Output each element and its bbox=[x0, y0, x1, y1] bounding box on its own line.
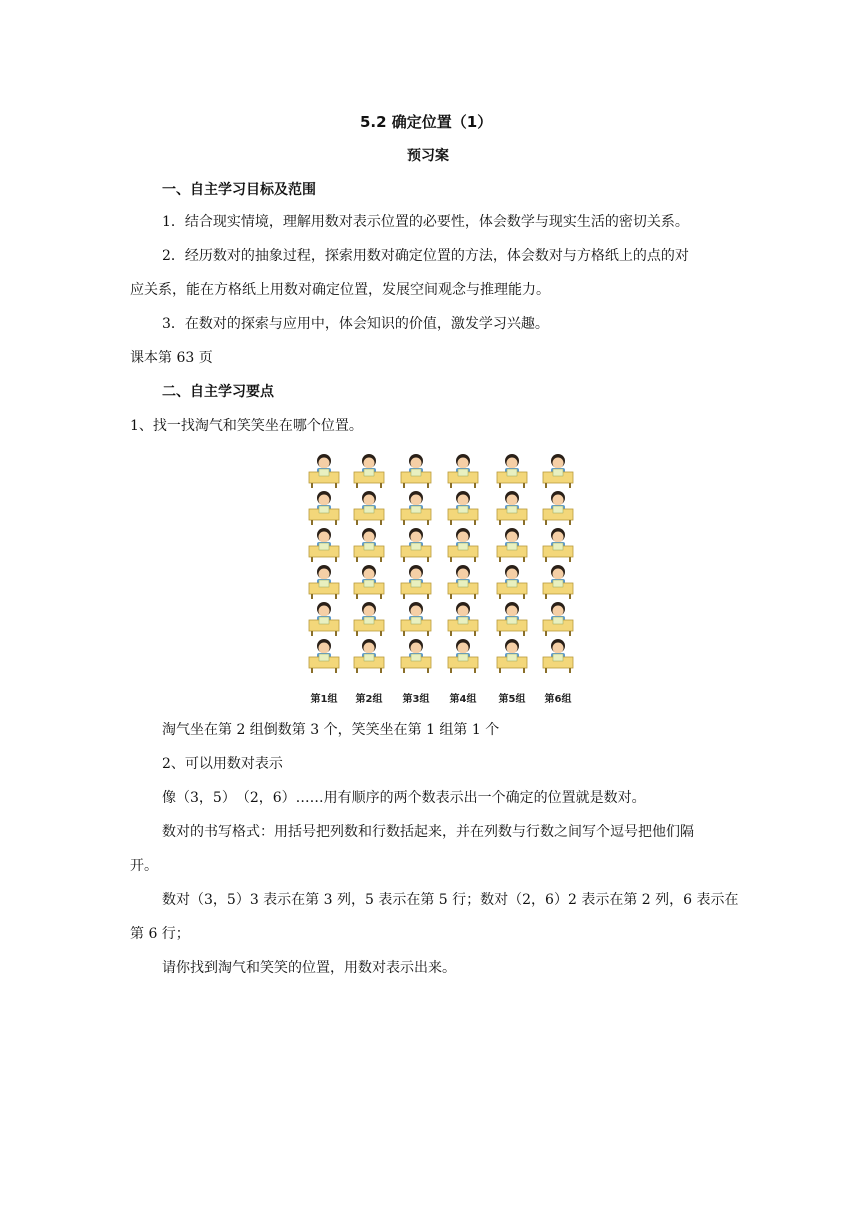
student-face bbox=[319, 458, 330, 469]
student-face bbox=[364, 569, 375, 580]
desk-leg bbox=[474, 594, 476, 599]
book bbox=[458, 654, 468, 661]
desk-leg bbox=[380, 557, 382, 562]
book bbox=[411, 654, 421, 661]
page-subtitle: 预习案 bbox=[407, 148, 449, 164]
student-seat bbox=[497, 602, 527, 636]
desk-leg bbox=[545, 594, 547, 599]
desk-leg bbox=[335, 520, 337, 525]
book bbox=[507, 654, 517, 661]
book bbox=[553, 580, 563, 587]
desk-leg bbox=[499, 631, 501, 636]
question-1: 1、找一找淘气和笑笑坐在哪个位置。 bbox=[130, 418, 363, 434]
desk-leg bbox=[356, 594, 358, 599]
book bbox=[364, 617, 374, 624]
desk-leg bbox=[499, 557, 501, 562]
student-seat bbox=[401, 491, 431, 525]
desk-leg bbox=[523, 520, 525, 525]
student-seat bbox=[543, 528, 573, 562]
book bbox=[553, 617, 563, 624]
desk-leg bbox=[499, 594, 501, 599]
student-face bbox=[458, 495, 469, 506]
student-seat bbox=[309, 491, 339, 525]
student-face bbox=[411, 569, 422, 580]
book bbox=[411, 580, 421, 587]
student-face bbox=[458, 643, 469, 654]
page-title: 5.2 确定位置（1） bbox=[360, 113, 493, 131]
student-face bbox=[458, 458, 469, 469]
desk-leg bbox=[569, 631, 571, 636]
example-line-cont: 第 6 行； bbox=[130, 926, 190, 942]
desk-leg bbox=[474, 557, 476, 562]
desk-leg bbox=[335, 557, 337, 562]
desk-leg bbox=[499, 483, 501, 488]
student-seat bbox=[309, 565, 339, 599]
desk-leg bbox=[545, 557, 547, 562]
book bbox=[507, 580, 517, 587]
student-seat bbox=[309, 454, 339, 488]
student-face bbox=[507, 495, 518, 506]
book bbox=[411, 506, 421, 513]
student-face bbox=[553, 643, 564, 654]
desk-leg bbox=[474, 483, 476, 488]
desk-leg bbox=[403, 520, 405, 525]
desk-leg bbox=[569, 557, 571, 562]
desk-leg bbox=[474, 668, 476, 673]
desk-leg bbox=[569, 483, 571, 488]
book bbox=[319, 543, 329, 550]
book bbox=[319, 506, 329, 513]
desk-leg bbox=[499, 520, 501, 525]
student-seat bbox=[448, 639, 478, 673]
book bbox=[507, 506, 517, 513]
book bbox=[319, 580, 329, 587]
desk-leg bbox=[450, 483, 452, 488]
objective-3: 3．在数对的探索与应用中，体会知识的价值，激发学习兴趣。 bbox=[162, 316, 549, 332]
book bbox=[458, 469, 468, 476]
book bbox=[553, 543, 563, 550]
desk-leg bbox=[450, 520, 452, 525]
desk-leg bbox=[356, 557, 358, 562]
desk-leg bbox=[545, 483, 547, 488]
desk-leg bbox=[356, 520, 358, 525]
student-seat bbox=[309, 639, 339, 673]
desk-leg bbox=[427, 668, 429, 673]
student-face bbox=[553, 532, 564, 543]
student-face bbox=[507, 458, 518, 469]
desk-leg bbox=[569, 594, 571, 599]
student-face bbox=[553, 569, 564, 580]
student-seat bbox=[497, 639, 527, 673]
desk-leg bbox=[427, 631, 429, 636]
book bbox=[319, 654, 329, 661]
textbook-page: 课本第 63 页 bbox=[130, 350, 213, 366]
book bbox=[458, 617, 468, 624]
classroom-seating-figure bbox=[304, 446, 582, 710]
student-face bbox=[364, 643, 375, 654]
group-label: 第4组 bbox=[449, 694, 477, 705]
desk-leg bbox=[569, 668, 571, 673]
student-seat bbox=[309, 602, 339, 636]
desk-leg bbox=[335, 594, 337, 599]
book bbox=[411, 617, 421, 624]
desk-leg bbox=[356, 483, 358, 488]
student-seat bbox=[448, 528, 478, 562]
desk-leg bbox=[311, 483, 313, 488]
desk-leg bbox=[380, 631, 382, 636]
section1-heading: 一、自主学习目标及范围 bbox=[162, 182, 316, 198]
student-face bbox=[319, 495, 330, 506]
book bbox=[411, 543, 421, 550]
student-face bbox=[553, 606, 564, 617]
student-seat bbox=[497, 491, 527, 525]
book bbox=[507, 617, 517, 624]
book bbox=[364, 580, 374, 587]
book bbox=[553, 506, 563, 513]
desk-leg bbox=[427, 520, 429, 525]
student-face bbox=[507, 532, 518, 543]
desk-leg bbox=[335, 631, 337, 636]
book bbox=[364, 469, 374, 476]
student-seat bbox=[401, 528, 431, 562]
book bbox=[411, 469, 421, 476]
task-line: 请你找到淘气和笑笑的位置，用数对表示出来。 bbox=[162, 960, 456, 976]
group-label: 第1组 bbox=[310, 694, 338, 705]
book bbox=[507, 469, 517, 476]
student-seat bbox=[401, 639, 431, 673]
student-face bbox=[319, 606, 330, 617]
student-seat bbox=[543, 565, 573, 599]
desk-leg bbox=[335, 668, 337, 673]
book bbox=[319, 617, 329, 624]
group-label: 第3组 bbox=[402, 694, 430, 705]
desk-leg bbox=[403, 483, 405, 488]
student-face bbox=[553, 458, 564, 469]
desk-leg bbox=[545, 668, 547, 673]
desk-leg bbox=[403, 594, 405, 599]
student-seat bbox=[497, 454, 527, 488]
desk-leg bbox=[403, 668, 405, 673]
format-line-cont: 开。 bbox=[130, 858, 158, 874]
answer-text: 淘气坐在第 2 组倒数第 3 个，笑笑坐在第 1 组第 1 个 bbox=[162, 722, 500, 738]
book bbox=[553, 469, 563, 476]
desk-leg bbox=[427, 557, 429, 562]
student-seat bbox=[448, 454, 478, 488]
desk-leg bbox=[499, 668, 501, 673]
desk-leg bbox=[356, 668, 358, 673]
book bbox=[364, 543, 374, 550]
book bbox=[364, 654, 374, 661]
student-face bbox=[411, 532, 422, 543]
student-seat bbox=[401, 454, 431, 488]
desk-leg bbox=[311, 668, 313, 673]
student-face bbox=[458, 606, 469, 617]
student-face bbox=[364, 532, 375, 543]
section2-heading: 二、自主学习要点 bbox=[162, 384, 274, 400]
book bbox=[507, 543, 517, 550]
book bbox=[553, 654, 563, 661]
student-seat bbox=[354, 565, 384, 599]
student-face bbox=[507, 643, 518, 654]
student-face bbox=[507, 606, 518, 617]
student-seat bbox=[401, 565, 431, 599]
student-seat bbox=[448, 602, 478, 636]
format-line: 数对的书写格式：用括号把列数和行数括起来，并在列数与行数之间写个逗号把他们隔 bbox=[162, 824, 694, 840]
desk-leg bbox=[450, 631, 452, 636]
book bbox=[458, 506, 468, 513]
desk-leg bbox=[523, 631, 525, 636]
student-face bbox=[319, 569, 330, 580]
question-2: 2、可以用数对表示 bbox=[162, 756, 283, 772]
desk-leg bbox=[523, 483, 525, 488]
student-face bbox=[364, 495, 375, 506]
desk-leg bbox=[545, 631, 547, 636]
desk-leg bbox=[427, 594, 429, 599]
desk-leg bbox=[450, 594, 452, 599]
desk-leg bbox=[335, 483, 337, 488]
desk-leg bbox=[474, 631, 476, 636]
student-face bbox=[553, 495, 564, 506]
desk-leg bbox=[569, 520, 571, 525]
desk-leg bbox=[380, 668, 382, 673]
book bbox=[319, 469, 329, 476]
student-seat bbox=[448, 565, 478, 599]
student-face bbox=[411, 643, 422, 654]
student-face bbox=[411, 495, 422, 506]
student-face bbox=[319, 643, 330, 654]
desk-leg bbox=[523, 668, 525, 673]
desk-leg bbox=[311, 520, 313, 525]
desk-leg bbox=[450, 668, 452, 673]
desk-leg bbox=[356, 631, 358, 636]
group-label: 第6组 bbox=[544, 694, 572, 705]
example-line: 数对（3，5）3 表示在第 3 列，5 表示在第 5 行；数对（2，6）2 表示在第 2 列，6 表示在 bbox=[162, 892, 739, 908]
book bbox=[458, 580, 468, 587]
desk-leg bbox=[545, 520, 547, 525]
student-seat bbox=[543, 602, 573, 636]
desk-leg bbox=[311, 631, 313, 636]
desk-leg bbox=[403, 631, 405, 636]
student-seat bbox=[354, 454, 384, 488]
student-seat bbox=[354, 528, 384, 562]
student-seat bbox=[543, 454, 573, 488]
book bbox=[458, 543, 468, 550]
objective-2-cont: 应关系，能在方格纸上用数对确定位置，发展空间观念与推理能力。 bbox=[130, 282, 550, 298]
student-seat bbox=[497, 528, 527, 562]
student-face bbox=[458, 569, 469, 580]
student-seat bbox=[448, 491, 478, 525]
desk-leg bbox=[474, 520, 476, 525]
group-label: 第5组 bbox=[498, 694, 526, 705]
desk-leg bbox=[380, 520, 382, 525]
student-seat bbox=[543, 639, 573, 673]
student-face bbox=[507, 569, 518, 580]
pair-definition: 像（3，5） （2，6）……用有顺序的两个数表示出一个确定的位置就是数对。 bbox=[162, 790, 646, 806]
student-seat bbox=[497, 565, 527, 599]
desk-leg bbox=[427, 483, 429, 488]
desk-leg bbox=[380, 483, 382, 488]
student-face bbox=[411, 606, 422, 617]
student-seat bbox=[309, 528, 339, 562]
student-face bbox=[364, 606, 375, 617]
student-seat bbox=[354, 491, 384, 525]
student-face bbox=[411, 458, 422, 469]
group-label: 第2组 bbox=[355, 694, 383, 705]
student-seat bbox=[354, 639, 384, 673]
book bbox=[364, 506, 374, 513]
objective-1: 1．结合现实情境，理解用数对表示位置的必要性，体会数学与现实生活的密切关系。 bbox=[162, 214, 689, 230]
desk-leg bbox=[311, 557, 313, 562]
desk-leg bbox=[450, 557, 452, 562]
objective-2: 2．经历数对的抽象过程，探索用数对确定位置的方法，体会数对与方格纸上的点的对 bbox=[162, 248, 689, 264]
desk-leg bbox=[523, 594, 525, 599]
desk-leg bbox=[311, 594, 313, 599]
desk-leg bbox=[380, 594, 382, 599]
student-seat bbox=[543, 491, 573, 525]
desk-leg bbox=[523, 557, 525, 562]
student-face bbox=[458, 532, 469, 543]
desk-leg bbox=[403, 557, 405, 562]
student-seat bbox=[401, 602, 431, 636]
student-face bbox=[319, 532, 330, 543]
student-face bbox=[364, 458, 375, 469]
student-seat bbox=[354, 602, 384, 636]
